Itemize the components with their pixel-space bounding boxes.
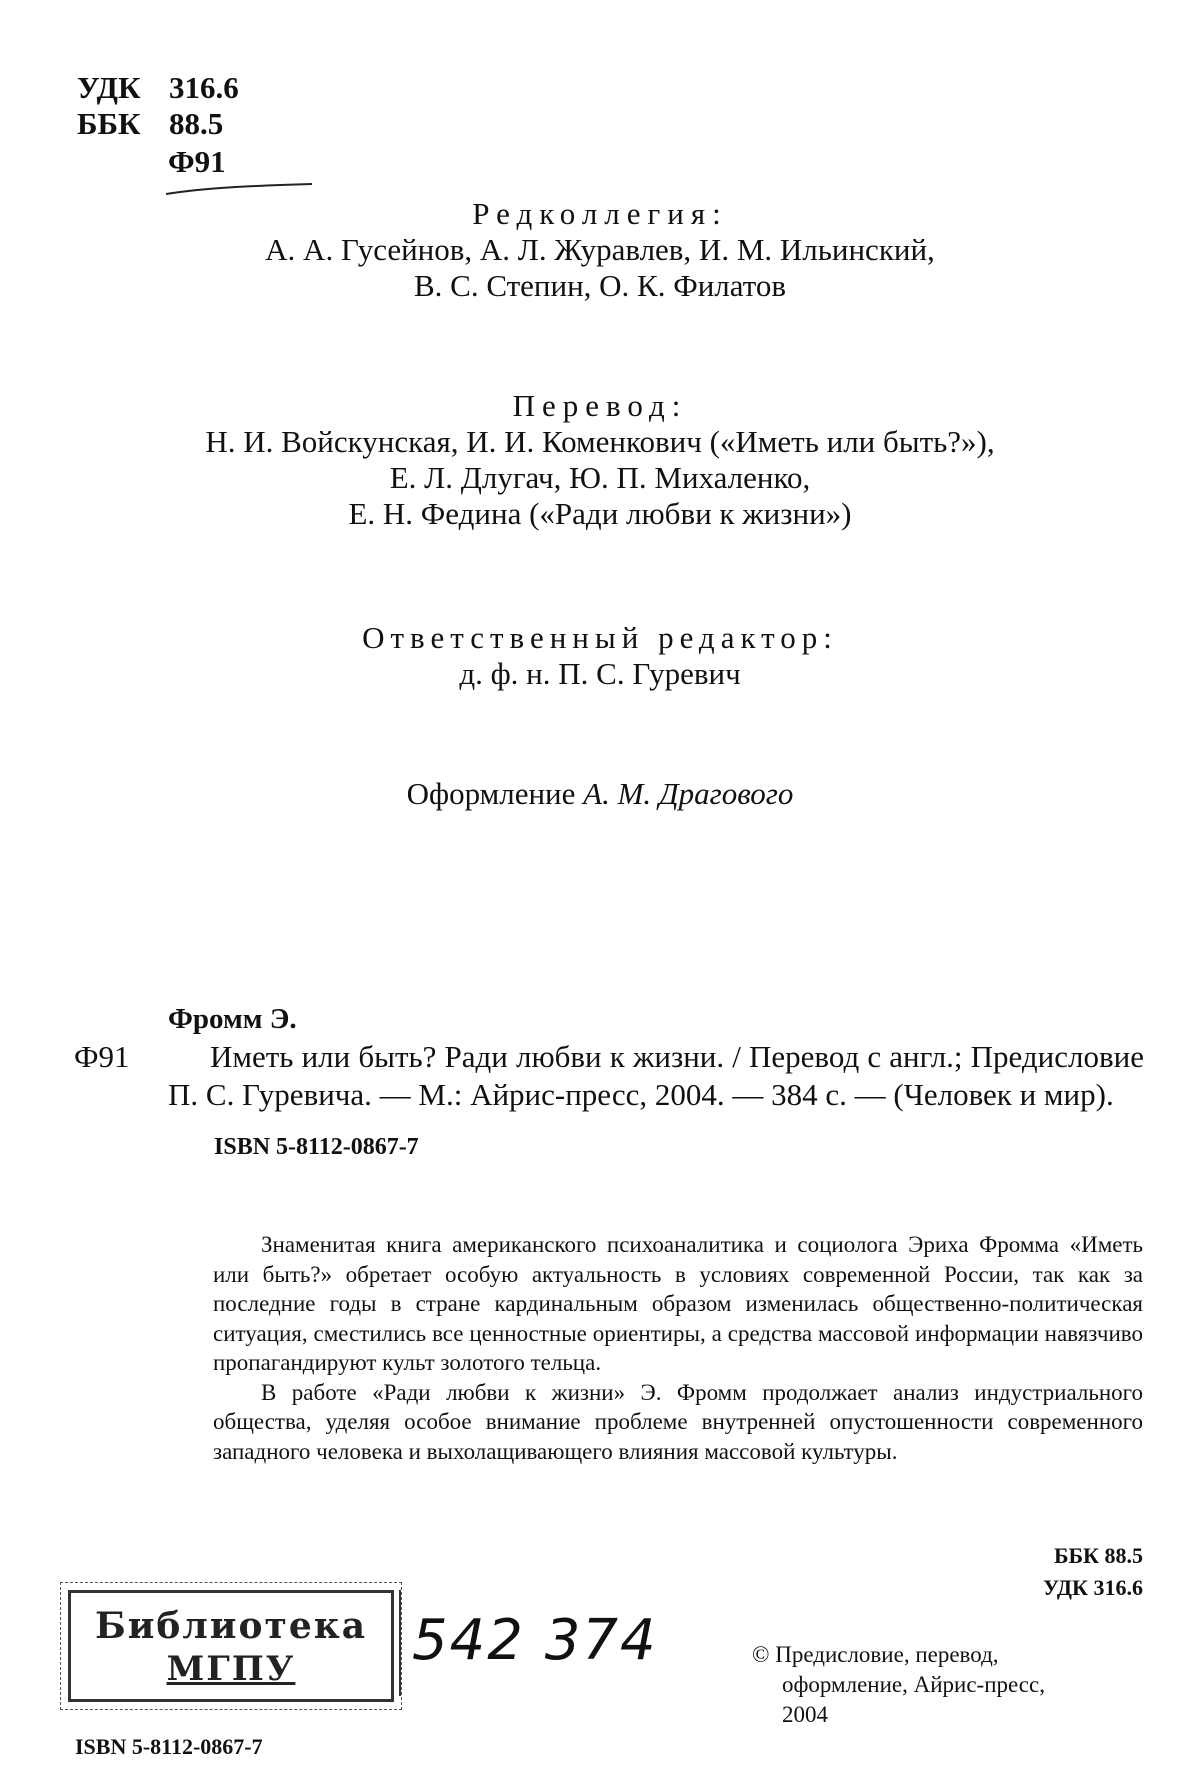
abstract-paragraph-1: Знаменитая книга американского психоаналитика и социолога Эриха Фромма «Иметь или быть?» обретает особую актуальность в условиях современной России, так как за последние годы в стране кардинальным образом изменилась общественно-политическая ситуация, сместились все ценностные ориентиры, а средства массовой информации навязчиво пропагандируют культ золотого тельца. [213,1232,1143,1375]
stamp-line-1: Библиотека [94,1605,368,1647]
copyright-line-2: оформление, Айрис-пресс, [782,1672,1045,1697]
classification-block [77,70,239,142]
translation-line-1: Н. И. Войскунская, И. И. Коменкович («Иметь или быть?»), [205,424,995,459]
editorial-board-line-1: А. А. Гусейнов, А. Л. Журавлев, И. М. Ильинский, [265,232,935,267]
author-code: Ф91 [168,144,226,179]
editorial-board-line-2: В. С. Степин, О. К. Филатов [413,268,787,303]
copyright-line-3: 2004 [782,1702,828,1727]
design-credit [0,776,1200,812]
translation-credits [0,388,1200,532]
udk-value: 316.6 [169,70,239,105]
isbn-bottom: ISBN 5-8112-0867-7 [75,1734,263,1759]
handwritten-underline-icon [164,182,314,196]
bbk-row [77,106,239,142]
translation-line-3: Е. Н. Федина («Ради любви к жизни») [348,496,852,531]
udk-label: УДК [77,70,141,105]
bibliographic-record [74,1000,1168,1166]
library-stamp [68,1590,394,1702]
editorial-board-heading: Редколлегия: [472,196,728,231]
responsible-editor [0,620,1200,692]
translation-heading: Перевод: [512,388,688,423]
translation-line-2: Е. Л. Длугач, Ю. П. Михаленко, [389,460,811,495]
bibliographic-description: Иметь или быть? Ради любви к жизни. / Перевод с англ.; Предисловие П. С. Гуревича. — М.: Айрис-пресс, 2004. — 384 с. — (Человек и мир). [168,1039,1144,1112]
responsible-editor-name: д. ф. н. П. С. Гуревич [459,656,741,691]
design-name: А. М. Драгового [583,776,794,811]
responsible-editor-heading: Ответственный редактор: [362,620,838,655]
stamp-divider [399,1590,401,1696]
editorial-board [0,196,1200,304]
stamp-line-2: МГПУ [166,1649,296,1689]
udk-row [77,70,239,106]
bbk-value: 88.5 [169,106,224,141]
bibliographic-author: Фромм Э. [168,1003,297,1035]
copyright-line-1: © Предисловие, перевод, [752,1642,999,1667]
bibliographic-isbn: ISBN 5-8112-0867-7 [214,1134,419,1160]
bibliographic-index: Ф91 [74,1039,130,1074]
footer-bbk: ББК 88.5 [1053,1543,1143,1568]
design-label: Оформление [406,776,576,811]
abstract [213,1230,1143,1466]
footer-codes [1043,1540,1143,1604]
handwritten-inventory-number: 542 374 [412,1608,658,1673]
footer-udk: УДК 316.6 [1042,1575,1143,1600]
abstract-paragraph-2: В работе «Ради любви к жизни» Э. Фромм продолжает анализ индустриального общества, уделяя особое внимание проблеме внутренней опустошенности современного западного человека и выхолащивающего влияния массовой культуры. [213,1379,1143,1464]
copyright-notice [752,1640,1045,1730]
bbk-label: ББК [77,106,141,141]
